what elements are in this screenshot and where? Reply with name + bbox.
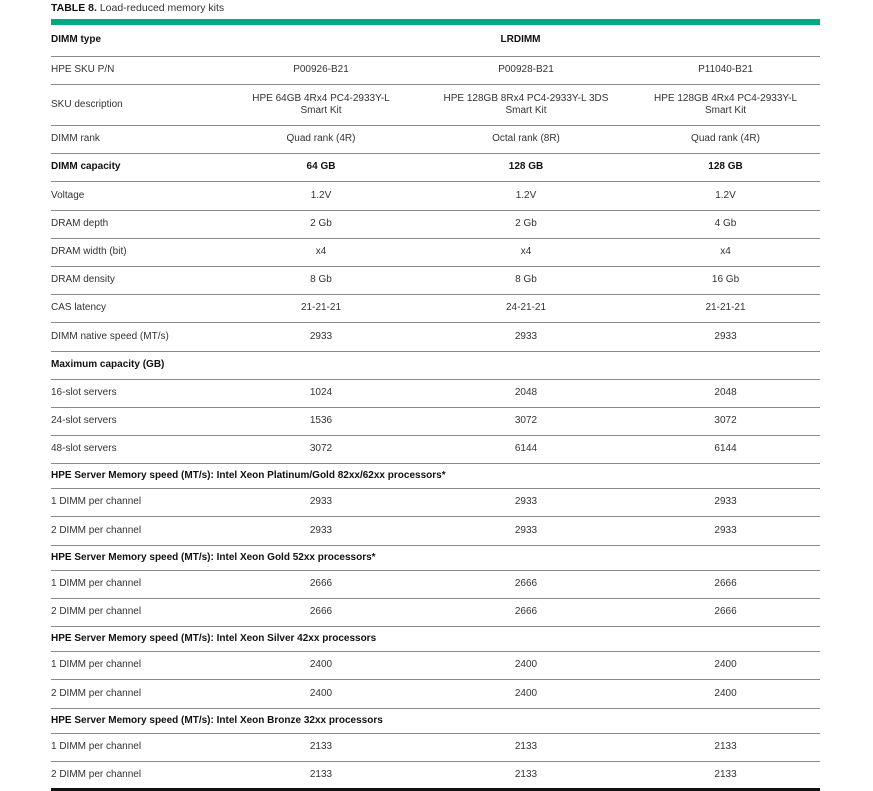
- cell-value: 6144: [631, 435, 820, 463]
- cell-value: 2933: [631, 516, 820, 545]
- cell-value: 2133: [631, 761, 820, 789]
- section-title: HPE Server Memory speed (MT/s): Intel Xeon Platinum/Gold 82xx/62xx processors*: [51, 463, 820, 488]
- row-label: DRAM depth: [51, 210, 221, 238]
- table-row: [51, 238, 820, 266]
- section-header-row: [51, 351, 820, 379]
- table-row: [51, 84, 820, 125]
- cell-value: 2933: [421, 322, 631, 351]
- table-header-row: [51, 25, 820, 56]
- cell-value: 64 GB: [221, 153, 421, 181]
- row-label: 16-slot servers: [51, 379, 221, 407]
- cell-value: 2133: [631, 733, 820, 761]
- cell-value: 2666: [221, 598, 421, 626]
- cell-value: 1.2V: [421, 181, 631, 210]
- cell-value: 2400: [221, 679, 421, 708]
- cell-value: 2048: [421, 379, 631, 407]
- cell-value: 6144: [421, 435, 631, 463]
- row-label: 2 DIMM per channel: [51, 761, 221, 789]
- cell-value: 3072: [221, 435, 421, 463]
- cell-value: 2933: [631, 488, 820, 516]
- cell-value: 1.2V: [221, 181, 421, 210]
- cell-value: 2400: [421, 679, 631, 708]
- cell-value: 2133: [221, 761, 421, 789]
- cell-value: 2133: [421, 761, 631, 789]
- section-header-row: [51, 463, 820, 488]
- table-row: [51, 407, 820, 435]
- cell-value: 2133: [221, 733, 421, 761]
- cell-value: 1024: [221, 379, 421, 407]
- cell-value: 2666: [421, 570, 631, 598]
- table-row: [51, 733, 820, 761]
- table-row: [51, 294, 820, 322]
- row-label: DIMM capacity: [51, 153, 221, 181]
- cell-value: P11040-B21: [631, 56, 820, 84]
- row-label: DRAM width (bit): [51, 238, 221, 266]
- row-label: 1 DIMM per channel: [51, 651, 221, 679]
- row-label: SKU description: [51, 84, 221, 125]
- cell-value: 3072: [421, 407, 631, 435]
- section-title: HPE Server Memory speed (MT/s): Intel Xeon Bronze 32xx processors: [51, 708, 820, 733]
- cell-value: 2400: [631, 679, 820, 708]
- cell-value: 2666: [221, 570, 421, 598]
- cell-value: 2 Gb: [221, 210, 421, 238]
- table-row: [51, 651, 820, 679]
- table-row: [51, 125, 820, 153]
- cell-value: 2933: [421, 516, 631, 545]
- cell-value: Octal rank (8R): [421, 125, 631, 153]
- cell-value: 2666: [421, 598, 631, 626]
- cell-value: Quad rank (4R): [631, 125, 820, 153]
- cell-value: 21-21-21: [221, 294, 421, 322]
- cell-value: 21-21-21: [631, 294, 820, 322]
- cell-value: HPE 64GB 4Rx4 PC4-2933Y-L Smart Kit: [221, 84, 421, 125]
- section-title: HPE Server Memory speed (MT/s): Intel Xeon Silver 42xx processors: [51, 626, 820, 651]
- cell-value: P00926-B21: [221, 56, 421, 84]
- cell-value: 2933: [221, 516, 421, 545]
- cell-value: 2400: [421, 651, 631, 679]
- cell-value: x4: [631, 238, 820, 266]
- table-row: [51, 266, 820, 294]
- table-row: [51, 153, 820, 181]
- row-label: DRAM density: [51, 266, 221, 294]
- cell-value: 2400: [631, 651, 820, 679]
- cell-value: 2933: [221, 322, 421, 351]
- table-caption-label: TABLE 8.: [51, 2, 97, 14]
- cell-value: 2933: [631, 322, 820, 351]
- section-header-row: [51, 626, 820, 651]
- row-label: 2 DIMM per channel: [51, 679, 221, 708]
- section-header-row: [51, 545, 820, 570]
- cell-value: 8 Gb: [421, 266, 631, 294]
- cell-value: 2133: [421, 733, 631, 761]
- cell-value: 128 GB: [421, 153, 631, 181]
- cell-value: x4: [221, 238, 421, 266]
- table-caption-text: Load-reduced memory kits: [99, 2, 225, 14]
- row-label: 1 DIMM per channel: [51, 570, 221, 598]
- table-row: [51, 56, 820, 84]
- header-label: DIMM type: [51, 25, 221, 56]
- cell-value: P00928-B21: [421, 56, 631, 84]
- section-title: Maximum capacity (GB): [51, 351, 820, 379]
- row-label: Voltage: [51, 181, 221, 210]
- row-label: 1 DIMM per channel: [51, 733, 221, 761]
- section-title: HPE Server Memory speed (MT/s): Intel Xeon Gold 52xx processors*: [51, 545, 820, 570]
- cell-value: 24-21-21: [421, 294, 631, 322]
- table-caption: [51, 2, 224, 14]
- table-row: [51, 435, 820, 463]
- cell-value: 2933: [221, 488, 421, 516]
- cell-value: HPE 128GB 4Rx4 PC4-2933Y-L Smart Kit: [631, 84, 820, 125]
- cell-value: 2 Gb: [421, 210, 631, 238]
- table-row: [51, 598, 820, 626]
- cell-value: 3072: [631, 407, 820, 435]
- cell-value: 2933: [421, 488, 631, 516]
- table-row: [51, 322, 820, 351]
- table-row: [51, 570, 820, 598]
- cell-value: 2048: [631, 379, 820, 407]
- header-value: LRDIMM: [221, 25, 820, 56]
- table-row: [51, 181, 820, 210]
- table-row: [51, 210, 820, 238]
- section-header-row: [51, 708, 820, 733]
- cell-value: 128 GB: [631, 153, 820, 181]
- row-label: CAS latency: [51, 294, 221, 322]
- row-label: 2 DIMM per channel: [51, 598, 221, 626]
- table-row: [51, 379, 820, 407]
- table-row: [51, 761, 820, 789]
- cell-value: x4: [421, 238, 631, 266]
- cell-value: 4 Gb: [631, 210, 820, 238]
- cell-value: 8 Gb: [221, 266, 421, 294]
- row-label: 24-slot servers: [51, 407, 221, 435]
- cell-value: 2666: [631, 570, 820, 598]
- cell-value: 1.2V: [631, 181, 820, 210]
- table-row: [51, 488, 820, 516]
- row-label: HPE SKU P/N: [51, 56, 221, 84]
- row-label: DIMM rank: [51, 125, 221, 153]
- cell-value: 16 Gb: [631, 266, 820, 294]
- table-row: [51, 679, 820, 708]
- table-row: [51, 516, 820, 545]
- cell-value: 2666: [631, 598, 820, 626]
- row-label: 48-slot servers: [51, 435, 221, 463]
- cell-value: 2400: [221, 651, 421, 679]
- cell-value: 1536: [221, 407, 421, 435]
- table-body: [51, 25, 820, 789]
- row-label: 1 DIMM per channel: [51, 488, 221, 516]
- cell-value: HPE 128GB 8Rx4 PC4-2933Y-L 3DS Smart Kit: [421, 84, 631, 125]
- row-label: DIMM native speed (MT/s): [51, 322, 221, 351]
- row-label: 2 DIMM per channel: [51, 516, 221, 545]
- cell-value: Quad rank (4R): [221, 125, 421, 153]
- memory-kits-table: [51, 25, 820, 791]
